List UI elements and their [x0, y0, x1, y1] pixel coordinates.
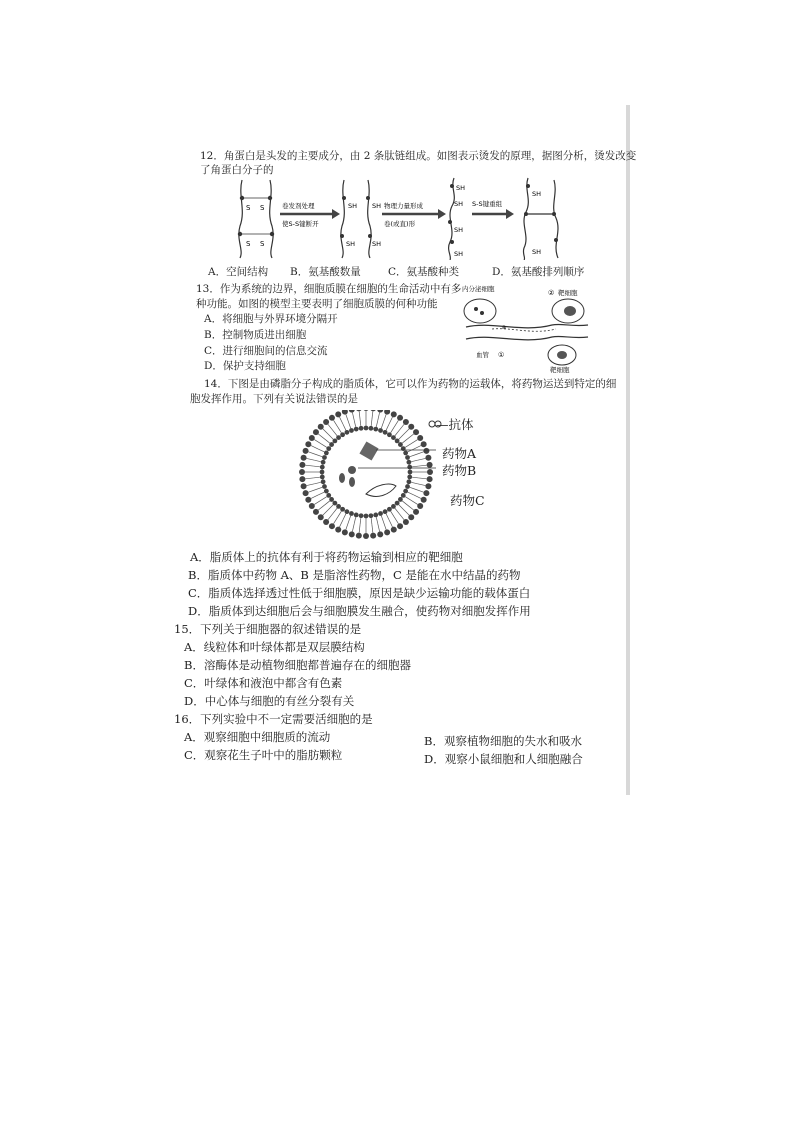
- phospholipid-head: [329, 497, 334, 502]
- drug-c-icon: [366, 484, 396, 496]
- phospholipid-head: [363, 410, 369, 411]
- phospholipid-head: [403, 451, 408, 456]
- q15-option-b: B．溶酶体是动植物细胞都普遍存在的细胞器: [184, 658, 411, 672]
- phospholipid-head: [373, 427, 378, 432]
- phospholipid-head: [329, 442, 334, 447]
- svg-text:S: S: [246, 240, 251, 248]
- phospholipid-head: [425, 455, 431, 461]
- phospholipid-head: [387, 507, 392, 512]
- q15-option-a: A．线粒体和叶绿体都是双层膜结构: [184, 640, 365, 654]
- phospholipid-head: [391, 411, 397, 417]
- svg-text:SH: SH: [456, 184, 466, 192]
- phospholipid-head: [417, 435, 423, 441]
- q12-option-b: B．氨基酸数量: [290, 266, 361, 278]
- phospholipid-head: [332, 438, 337, 443]
- phospholipid-head: [356, 533, 362, 539]
- svg-text:S: S: [260, 240, 265, 248]
- phospholipid-head: [345, 430, 350, 435]
- phospholipid-head: [398, 497, 403, 502]
- q15-option-d: D．中心体与细胞的有丝分裂有关: [184, 694, 355, 708]
- svg-text:SH: SH: [346, 240, 356, 248]
- phospholipid-head: [320, 465, 325, 470]
- q13-marker-1: ①: [498, 351, 505, 359]
- phospholipid-head: [391, 527, 397, 533]
- phospholipid-head: [405, 455, 410, 460]
- phospholipid-head: [320, 475, 325, 480]
- scan-edge: [626, 105, 630, 795]
- phospholipid-head: [369, 513, 374, 518]
- q12-arrow1-bottom: 使S-S键断开: [282, 220, 319, 228]
- phospholipid-head: [364, 426, 369, 431]
- phospholipid-head: [299, 469, 305, 475]
- q12-arrow2-bottom: 卷(或直)形: [384, 220, 416, 228]
- phospholipid-head: [397, 415, 403, 421]
- phospholipid-head: [373, 512, 378, 517]
- q12-hair-perm-diagram: [232, 176, 572, 260]
- q14-label-drug-a: 药物A: [442, 446, 477, 461]
- phospholipid-head: [395, 501, 400, 506]
- phospholipid-head: [321, 460, 326, 465]
- q14-stem-line2: 胞发挥作用。下列有关说法错误的是: [190, 393, 358, 405]
- phospholipid-head: [356, 410, 362, 411]
- q12-option-a: A．空间结构: [208, 266, 269, 278]
- q14-label-drug-c: 药物C: [450, 493, 485, 508]
- q12-sh-label: SH: [348, 202, 358, 210]
- q13-target-bottom-label: 靶细胞: [550, 366, 570, 373]
- phospholipid-head: [349, 511, 354, 516]
- phospholipid-head: [401, 493, 406, 498]
- q13-marker-a: a: [502, 323, 506, 331]
- phospholipid-head: [421, 497, 427, 503]
- phospholipid-head: [345, 509, 350, 514]
- q12-stem-line2: 了角蛋白分子的: [200, 164, 274, 176]
- phospholipid-head: [299, 462, 305, 468]
- phospholipid-head: [403, 489, 408, 494]
- phospholipid-head: [423, 490, 429, 496]
- phospholipid-head: [421, 441, 427, 447]
- phospholipid-head: [340, 432, 345, 437]
- phospholipid-head: [326, 493, 331, 498]
- phospholipid-head: [408, 424, 414, 430]
- phospholipid-head: [340, 507, 345, 512]
- phospholipid-head: [377, 531, 383, 537]
- phospholipid-head: [309, 503, 315, 509]
- phospholipid-head: [398, 442, 403, 447]
- phospholipid-head: [417, 503, 423, 509]
- q14-option-a: A．脂质体上的抗体有利于将药物运输到相应的靶细胞: [190, 550, 463, 564]
- phospholipid-head: [323, 519, 329, 525]
- q14-antibody-text: 抗体: [448, 417, 474, 432]
- phospholipid-head: [413, 509, 419, 515]
- svg-text:SH: SH: [372, 240, 382, 248]
- drug-b-icon: [348, 466, 356, 474]
- drug-a-icon: [359, 441, 378, 460]
- phospholipid-head: [349, 410, 355, 413]
- phospholipid-head: [335, 527, 341, 533]
- phospholipid-head: [349, 531, 355, 537]
- phospholipid-head: [324, 489, 329, 494]
- phospholipid-head: [318, 424, 324, 430]
- phospholipid-head: [342, 529, 348, 535]
- phospholipid-head: [349, 428, 354, 433]
- phospholipid-head: [427, 462, 433, 468]
- svg-text:SH: SH: [372, 202, 382, 210]
- q12-option-c: C．氨基酸种类: [388, 266, 460, 278]
- phospholipid-head: [408, 514, 414, 520]
- phospholipid-head: [383, 430, 388, 435]
- phospholipid-head: [391, 504, 396, 509]
- svg-text:SH: SH: [454, 250, 464, 258]
- phospholipid-head: [427, 476, 433, 482]
- phospholipid-head: [425, 483, 431, 489]
- q13-target-top-label: 靶细胞: [558, 289, 578, 297]
- q16-option-b: B．观察植物细胞的失水和吸水: [424, 734, 582, 748]
- phospholipid-head: [313, 429, 319, 435]
- q13-option-d: D．保护支持细胞: [204, 360, 286, 372]
- q12-arrow3-top: S-S键重组: [472, 200, 503, 208]
- q12-arrow1-top: 卷发剂处理: [282, 202, 315, 210]
- svg-text:S: S: [260, 204, 265, 212]
- q15-option-c: C．叶绿体和液泡中都含有色素: [184, 676, 343, 690]
- phospholipid-head: [342, 410, 348, 415]
- q16-option-a: A．观察细胞中细胞质的流动: [184, 730, 331, 744]
- phospholipid-head: [303, 490, 309, 496]
- phospholipid-head: [406, 479, 411, 484]
- q12-arrow2-top: 物理力量形成: [384, 202, 423, 210]
- q14-option-c: C．脂质体选择透过性低于细胞膜，原因是缺少运输功能的载体蛋白: [188, 586, 531, 600]
- phospholipid-head: [387, 432, 392, 437]
- phospholipid-head: [383, 509, 388, 514]
- q13-stem-line1: 13．作为系统的边界，细胞质膜在细胞的生命活动中有多: [196, 283, 462, 295]
- phospholipid-head: [405, 484, 410, 489]
- q13-endocrine-label: 内分泌细胞: [462, 285, 495, 293]
- q14-option-d: D．脂质体到达细胞后会与细胞膜发生融合，使药物对细胞发挥作用: [188, 604, 531, 618]
- phospholipid-head: [313, 509, 319, 515]
- q14-stem-line1: 14．下图是由磷脂分子构成的脂质体，它可以作为药物的运载体，将药物运送到特定的细: [204, 378, 617, 390]
- phospholipid-head: [407, 475, 412, 480]
- phospholipid-head: [323, 419, 329, 425]
- phospholipid-head: [384, 529, 390, 535]
- q12-s-label: S: [246, 204, 251, 212]
- svg-text:SH: SH: [532, 190, 542, 198]
- phospholipid-head: [403, 519, 409, 525]
- q13-marker-2: ②: [548, 289, 555, 297]
- q13-vessel-label: 血管: [476, 351, 489, 359]
- phospholipid-head: [305, 497, 311, 503]
- phospholipid-head: [301, 483, 307, 489]
- phospholipid-head: [329, 415, 335, 421]
- svg-text:SH: SH: [532, 248, 542, 256]
- phospholipid-head: [322, 455, 327, 460]
- q13-option-c: C．进行细胞间的信息交流: [204, 345, 328, 357]
- phospholipid-head: [364, 514, 369, 519]
- phospholipid-head: [305, 441, 311, 447]
- q14-label-antibody: —抗体: [436, 417, 474, 432]
- phospholipid-head: [378, 428, 383, 433]
- phospholipid-head: [363, 533, 369, 539]
- phospholipid-head: [332, 501, 337, 506]
- phospholipid-head: [335, 411, 341, 417]
- phospholipid-head: [318, 514, 324, 520]
- phospholipid-head: [423, 448, 429, 454]
- liposome-bilayer: [299, 410, 433, 539]
- phospholipid-head: [413, 429, 419, 435]
- antibody-icon: [429, 421, 435, 427]
- phospholipid-head: [354, 427, 359, 432]
- phospholipid-head: [406, 460, 411, 465]
- phospholipid-head: [329, 523, 335, 529]
- phospholipid-head: [384, 410, 390, 415]
- phospholipid-head: [370, 533, 376, 539]
- phospholipid-head: [336, 504, 341, 509]
- phospholipid-head: [359, 513, 364, 518]
- q13-option-a: A．将细胞与外界环境分隔开: [204, 313, 338, 325]
- phospholipid-head: [322, 484, 327, 489]
- phospholipid-head: [369, 426, 374, 431]
- phospholipid-head: [324, 451, 329, 456]
- phospholipid-head: [378, 511, 383, 516]
- q16-option-d: D．观察小鼠细胞和人细胞融合: [424, 752, 583, 766]
- q16-option-c: C．观察花生子叶中的脂肪颗粒: [184, 748, 343, 762]
- phospholipid-head: [370, 410, 376, 411]
- phospholipid-head: [326, 446, 331, 451]
- svg-text:SH: SH: [454, 200, 464, 208]
- q13-cell-signaling-diagram: [462, 283, 592, 373]
- phospholipid-head: [403, 419, 409, 425]
- phospholipid-head: [407, 465, 412, 470]
- q13-stem-line2: 种功能。如图的模型主要表明了细胞质膜的何种功能: [196, 298, 438, 310]
- q12-stem-line1: 12．角蛋白是头发的主要成分，由 2 条肽链组成。如图表示烫发的原理，据图分析，烫发改变: [200, 150, 637, 162]
- phospholipid-head: [354, 512, 359, 517]
- phospholipid-head: [301, 455, 307, 461]
- q13-option-b: B．控制物质进出细胞: [204, 329, 307, 341]
- phospholipid-head: [309, 435, 315, 441]
- q14-label-drug-b: 药物B: [442, 463, 477, 478]
- q16-stem: 16．下列实验中不一定需要活细胞的是: [174, 712, 373, 726]
- svg-text:SH: SH: [454, 226, 464, 234]
- q12-option-d: D．氨基酸排列顺序: [492, 266, 585, 278]
- phospholipid-head: [320, 470, 325, 475]
- phospholipid-head: [321, 479, 326, 484]
- phospholipid-head: [427, 469, 433, 475]
- phospholipid-head: [395, 438, 400, 443]
- phospholipid-head: [377, 410, 383, 413]
- phospholipid-head: [299, 476, 305, 482]
- phospholipid-head: [391, 435, 396, 440]
- q14-option-b: B．脂质体中药物 A、B 是脂溶性药物，C 是能在水中结晶的药物: [188, 568, 521, 582]
- phospholipid-head: [336, 435, 341, 440]
- phospholipid-head: [397, 523, 403, 529]
- phospholipid-head: [408, 470, 413, 475]
- phospholipid-head: [359, 426, 364, 431]
- phospholipid-head: [303, 448, 309, 454]
- q15-stem: 15．下列关于细胞器的叙述错误的是: [174, 622, 362, 636]
